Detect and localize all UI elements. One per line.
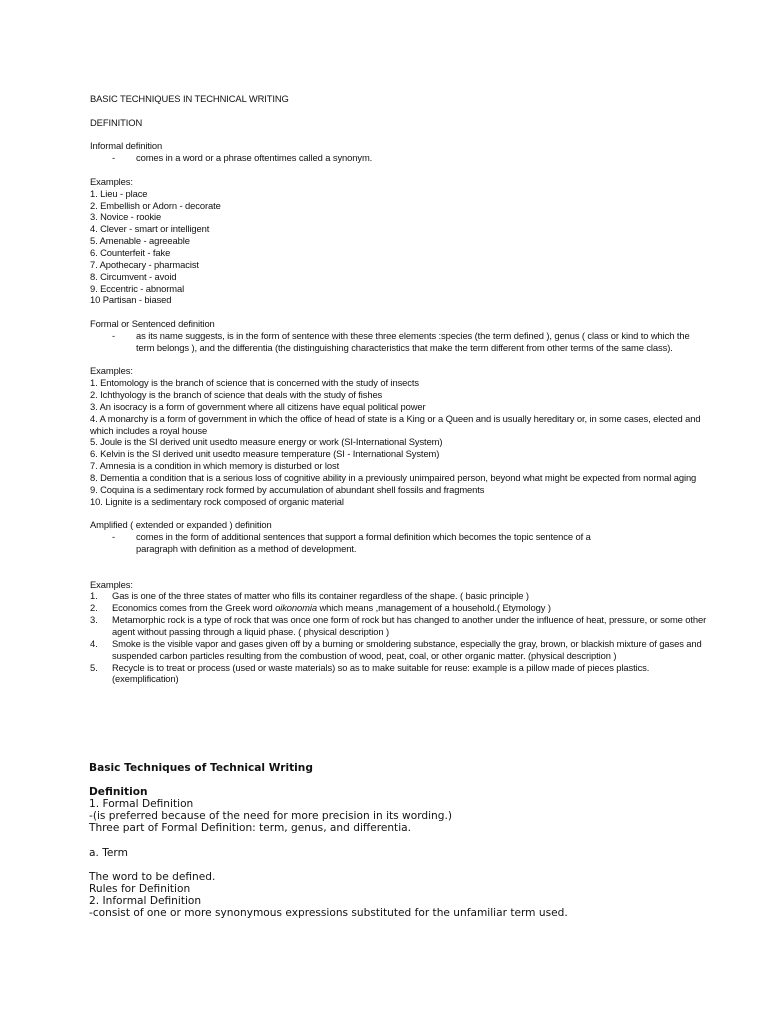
informal-examples-label: Examples:	[90, 175, 133, 187]
list-item: 9. Coquina is a sedimentary rock formed by accumulation of abundant shell fossils and fragments	[90, 483, 485, 495]
formal-bullet: - as its name suggests, is in the form of sentence with these three elements :species (the term defined ), genus ( class or kind to which the term belongs ), and the differentia (the distinguishing characteristics that make the term different from other terms of the same class).	[112, 329, 690, 353]
text-line	[89, 859, 709, 871]
list-item: 3. Novice - rookie	[90, 211, 162, 223]
definition-heading: DEFINITION	[90, 116, 143, 128]
definition-subheading: Definition	[89, 786, 148, 799]
list-item: 9. Eccentric - abnormal	[90, 282, 185, 294]
document-title: BASIC TECHNIQUES IN TECHNICAL WRITING	[90, 93, 289, 104]
list-item: 6. Kelvin is the SI derived unit usedto measure temperature (SI - International System)	[90, 448, 440, 460]
text-line	[89, 835, 709, 847]
formal-examples-label: Examples:	[90, 365, 133, 377]
list-item: 1. Lieu - place	[90, 187, 148, 199]
amplified-heading: Amplified ( extended or expanded ) definition	[90, 519, 272, 531]
list-item: 4. Clever - smart or intelligent	[90, 223, 210, 235]
list-item: 8. Dementia a condition that is a serious loss of cognitive ability in a previously unimpaired person, beyond what might be expected from normal aging	[90, 472, 697, 483]
list-item: 4. A monarchy is a form of government in which the office of head of state is a King or a Queen and is usually hereditary or, in some cases, elected and which includes a royal house	[90, 412, 701, 436]
list-item: 10. Lignite is a sedimentary rock composed of organic material	[90, 495, 344, 507]
formal-heading: Formal or Sentenced definition	[90, 318, 215, 330]
amplified-examples-label: Examples:	[90, 578, 133, 590]
list-item: 2. Embellish or Adorn - decorate	[90, 199, 221, 211]
list-item: 5. Recycle is to treat or process (used or waste materials) so as to make suitable for reuse: example is a pillow made of pieces plastics. (exemplification)	[90, 661, 650, 685]
text-line: -consist of one or more synonymous expressions substituted for the unfamiliar term used.	[89, 907, 568, 920]
list-item: 10 Partisan - biased	[90, 294, 172, 306]
list-item: 6. Counterfeit - fake	[90, 246, 171, 258]
list-item: 7. Amnesia is a condition in which memory is disturbed or lost	[90, 460, 340, 472]
text-line: 2. Informal Definition	[89, 895, 202, 908]
text-line: Rules for Definition	[89, 882, 191, 895]
section-basic-techniques	[90, 93, 710, 685]
bullet-dash: -	[112, 329, 116, 341]
text-line: 1. Formal Definition	[89, 798, 194, 811]
list-item: 1. Gas is one of the three states of matter who fills its container regardless of the shape. ( basic principle )	[90, 590, 529, 602]
bullet-dash: -	[112, 152, 116, 164]
section-title: Basic Techniques of Technical Writing	[89, 762, 313, 774]
informal-heading: Informal definition	[90, 140, 163, 152]
list-item: 2. Ichthyology is the branch of science that deals with the study of fishes	[90, 389, 383, 401]
text-line: Three part of Formal Definition: term, genus, and differentia.	[89, 822, 412, 835]
section-technical-writing	[89, 762, 709, 919]
list-item: 3. An isocracy is a form of government where all citizens have equal political power	[90, 400, 426, 412]
text-line: -(is preferred because of the need for more precision in its wording.)	[89, 810, 452, 823]
list-item: 8. Circumvent - avoid	[90, 270, 177, 282]
informal-bullet: - comes in a word or a phrase oftentimes called a synonym.	[112, 152, 373, 164]
list-item: 3. Metamorphic rock is a type of rock that was once one form of rock but has changed to another under the influence of heat, pressure, or some other agent without passing through a liquid phase. ( physical description )	[90, 614, 707, 637]
list-item: 2. Economics comes from the Greek word oikonomia which means ,management of a household.( Etymology )	[90, 602, 551, 614]
list-item: 1. Entomology is the branch of science that is concerned with the study of insects	[90, 377, 419, 389]
list-item: 4. Smoke is the visible vapor and gases given off by a burning or smoldering substance, especially the gray, brown, or blackish mixture of gases and suspended carbon particles resulting from the combustion of wood, peat, coal, or other organic matter. (physical description )	[90, 637, 702, 661]
text-line: a. Term	[89, 846, 128, 859]
list-item: 5. Joule is the SI derived unit usedto measure energy or work (SI-International System)	[90, 436, 443, 448]
list-item: 5. Amenable - agreeable	[90, 235, 190, 247]
bullet-dash: -	[112, 531, 116, 543]
amplified-bullet: - comes in the form of additional sentences that support a formal definition which becomes the topic sentence of a paragraph with definition as a method of development.	[112, 531, 591, 555]
text-line: The word to be defined.	[89, 870, 216, 883]
list-item: 7. Apothecary - pharmacist	[90, 258, 199, 270]
